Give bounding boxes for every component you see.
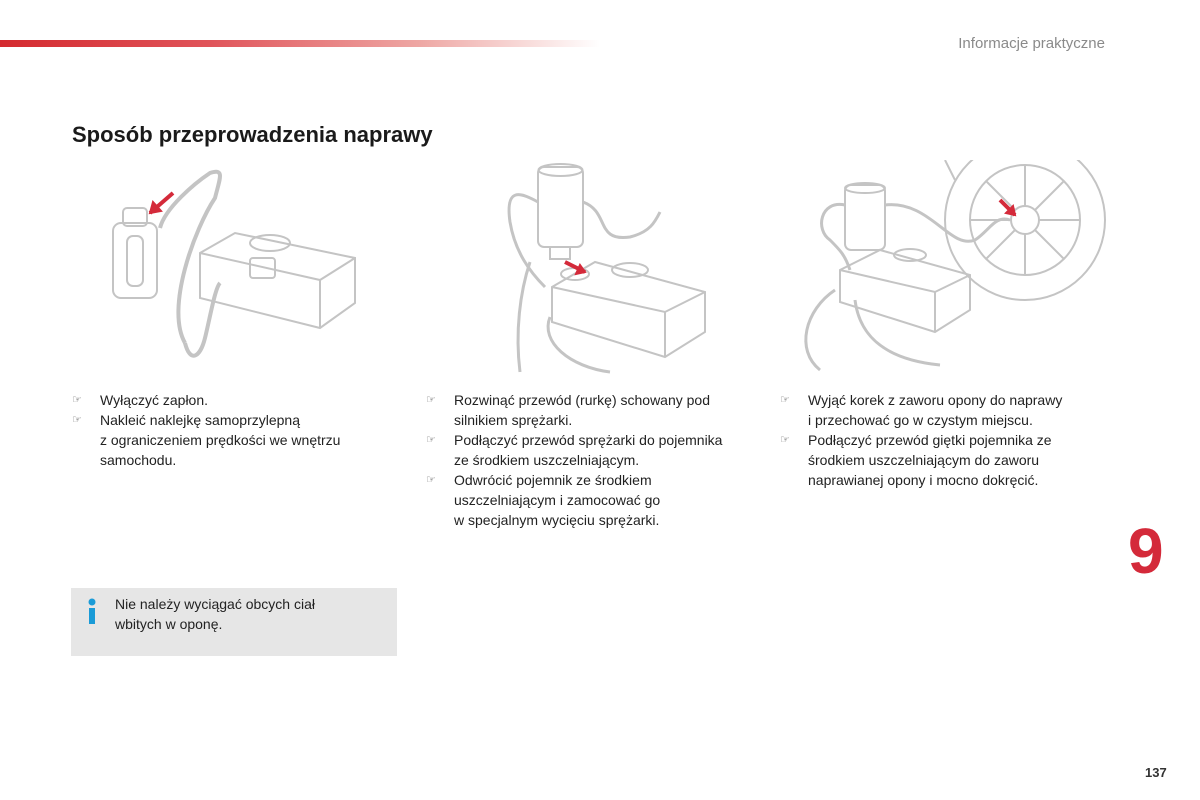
step-line: środkiem uszczelniającym do zaworu: [808, 452, 1040, 468]
step-line: uszczelniającym i zamocować go: [454, 492, 661, 508]
illustration-step-3: [800, 160, 1110, 375]
step-line: samochodu.: [100, 452, 177, 468]
steps-column-2: [426, 390, 766, 530]
step-line: naprawianej opony i mocno dokręcić.: [808, 472, 1039, 488]
header-accent-bar: [0, 40, 600, 47]
step-line: silnikiem sprężarki.: [454, 412, 573, 428]
illustration-step-2: [500, 162, 720, 377]
list-item: [780, 430, 1110, 490]
step-line: Podłączyć przewód giętki pojemnika ze: [808, 432, 1052, 448]
hand-pointer-icon: ☞: [426, 394, 436, 406]
info-line: wbitych w oponę.: [115, 616, 223, 632]
list-item: [72, 410, 382, 470]
page-title: Sposób przeprowadzenia naprawy: [72, 122, 433, 147]
step-line: Odwrócić pojemnik ze środkiem: [454, 472, 652, 488]
section-header: Informacje praktyczne: [958, 35, 1105, 52]
chapter-number: 9: [1128, 515, 1164, 587]
step-line: z ograniczeniem prędkości we wnętrzu: [100, 432, 341, 448]
step-line: Podłączyć przewód sprężarki do pojemnika: [454, 432, 723, 448]
info-line: Nie należy wyciągać obcych ciał: [115, 596, 315, 612]
hand-pointer-icon: ☞: [72, 394, 82, 406]
page-number: 137: [1145, 765, 1167, 780]
list-item: [426, 470, 766, 530]
hand-pointer-icon: ☞: [780, 394, 790, 406]
step-line: Wyjąć korek z zaworu opony do naprawy: [808, 392, 1063, 408]
illustration-step-1: [105, 168, 365, 373]
list-item: [426, 390, 766, 430]
steps-column-1: [72, 390, 382, 470]
list-item: [426, 430, 766, 470]
step-line: i przechować go w czystym miejscu.: [808, 412, 1033, 428]
hand-pointer-icon: ☞: [426, 434, 436, 446]
hand-pointer-icon: ☞: [426, 474, 436, 486]
step-line: ze środkiem uszczelniającym.: [454, 452, 640, 468]
hand-pointer-icon: ☞: [780, 434, 790, 446]
info-icon: [87, 598, 97, 624]
steps-column-3: [780, 390, 1110, 490]
step-line: Rozwinąć przewód (rurkę) schowany pod: [454, 392, 710, 408]
step-line: Nakleić naklejkę samoprzylepną: [100, 412, 300, 428]
info-text: [115, 594, 315, 634]
step-line: w specjalnym wycięciu sprężarki.: [454, 512, 660, 528]
list-item: [72, 390, 382, 410]
hand-pointer-icon: ☞: [72, 414, 82, 426]
step-line: Wyłączyć zapłon.: [100, 392, 209, 408]
info-box: [71, 588, 397, 656]
list-item: [780, 390, 1110, 430]
